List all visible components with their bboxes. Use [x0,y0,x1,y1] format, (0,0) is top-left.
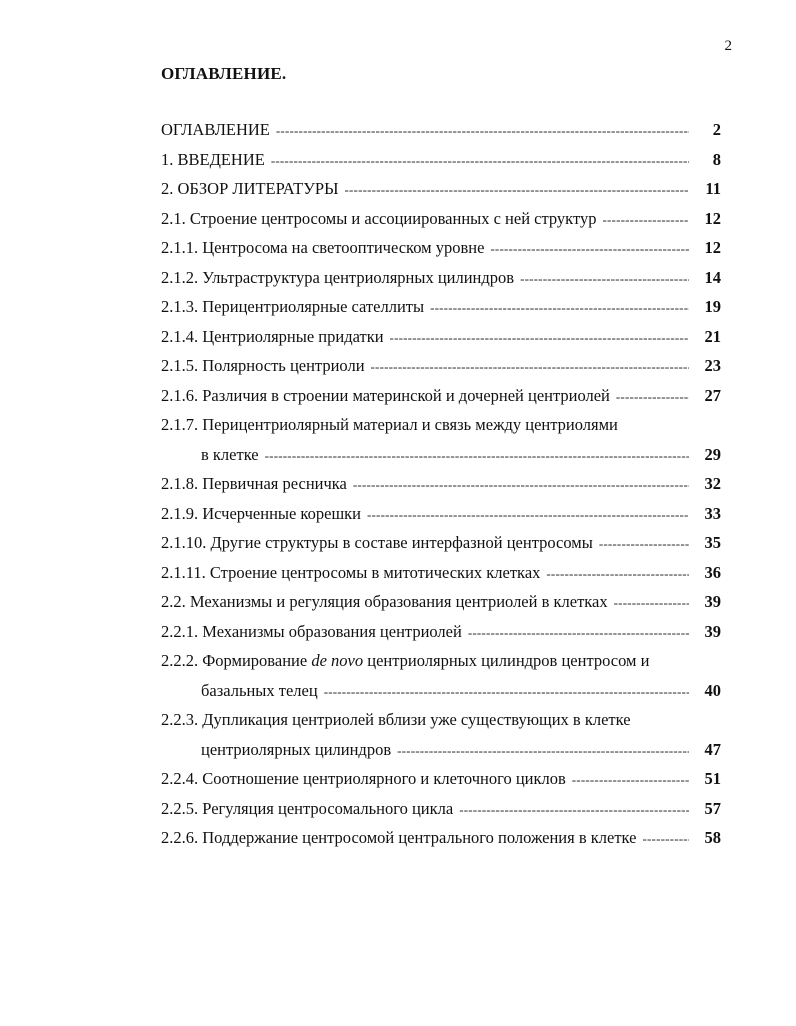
dot-leader [616,389,689,405]
toc-entry-number: 2.1.1. [161,238,199,257]
toc-entry-title: Другие структуры в составе интерфазной центросомы [210,533,593,552]
toc-entry [161,622,721,652]
toc-entry [161,710,721,740]
toc-entry-page: 27 [704,385,721,405]
toc-entry-page: 39 [704,592,721,611]
toc-entry-page: 51 [704,769,721,788]
dot-leader [642,831,689,847]
toc-entry-number: 2.1.4. [161,326,199,346]
toc-entry-title: Поддержание центросомой центрального положения в клетке [202,828,637,847]
table-of-contents [161,120,721,858]
toc-entry-number: 2.1.5. [161,356,199,375]
toc-entry-number: 2.2. [161,592,186,611]
dot-leader [468,625,689,641]
toc-entry [161,828,721,858]
toc-entry-page: 58 [704,828,721,847]
toc-entry-continuation [161,681,721,711]
toc-entry [161,209,721,239]
toc-entry-title: Регуляция центросомального цикла [202,798,454,818]
toc-entry-page: 14 [704,267,721,287]
toc-entry [161,533,721,563]
toc-entry-number: 2.1.9. [161,503,199,523]
toc-entry-title-italic: de novo [311,651,364,670]
dot-leader [459,802,689,818]
toc-entry-number: 2.1.3. [161,297,199,316]
dot-leader [546,566,689,582]
toc-entry-number: 2.1.11. [161,562,206,582]
toc-entry-title: Дупликация центриолей вблизи уже существующих в клетке [202,710,631,729]
toc-entry [161,563,721,593]
toc-entry-title: Исчерченные корешки [202,503,361,523]
toc-entry-title: Механизмы и регуляция образования центриолей в клетках [189,592,608,611]
dot-leader [614,595,689,611]
toc-entry-number: 1. [161,149,174,169]
toc-entry-page: 47 [704,739,721,759]
toc-entry-title: Различия в строении материнской и дочерней центриолей [202,385,610,405]
toc-entry [161,297,721,327]
toc-entry [161,651,721,681]
toc-heading: ОГЛАВЛЕНИЕ. [161,64,287,83]
toc-entry [161,238,721,268]
toc-entry-page: 21 [704,326,721,346]
page-number: 2 [724,38,732,54]
dot-leader [599,536,689,552]
toc-entry-page: 36 [704,562,721,582]
toc-entry [161,150,721,180]
toc-entry-number: 2.1.7. [161,415,199,434]
toc-entry-page: 39 [704,621,721,641]
dot-leader [271,153,689,169]
toc-entry-page: 19 [704,297,721,316]
toc-entry-page: 35 [704,533,721,552]
toc-entry-page: 12 [704,238,721,257]
dot-leader [276,123,689,139]
toc-entry-title: Перицентриолярные сателлиты [202,297,425,316]
toc-entry-number: 2.1.8. [161,474,199,493]
toc-entry-number: 2.2.3. [161,710,199,729]
toc-entry-page: 57 [704,798,721,818]
toc-entry [161,179,721,209]
toc-entry-title: Центросома на светооптическом уровне [202,238,485,257]
toc-entry-page: 11 [705,179,721,198]
toc-entry-title-pre: Формирование [202,651,308,670]
toc-entry-number: 2.1.6. [161,385,199,405]
dot-leader [397,743,689,759]
toc-entry-page: 33 [704,503,721,523]
toc-entry-page: 12 [704,208,721,228]
toc-entry-page: 40 [704,680,721,700]
toc-entry [161,799,721,829]
toc-entry [161,356,721,386]
dot-leader [353,477,689,493]
toc-entry-number: 2.2.5. [161,798,199,818]
toc-entry-title: Центриолярные придатки [202,326,384,346]
toc-entry-title: Первичная ресничка [202,474,347,493]
toc-entry [161,592,721,622]
toc-entry-number: 2.2.4. [161,769,199,788]
toc-entry-number: 2.2.2. [161,651,199,670]
toc-entry [161,386,721,416]
toc-entry-title: ОБЗОР ЛИТЕРАТУРЫ [177,179,339,198]
toc-entry-title-continuation: центриолярных цилиндров [201,739,392,759]
toc-entry-title: Механизмы образования центриолей [202,621,462,641]
toc-entry-number: 2.1.10. [161,533,207,552]
toc-entry-title: Строение центросомы и ассоциированных с ней структур [189,208,597,228]
toc-entry-page: 32 [704,474,721,493]
toc-entry [161,769,721,799]
toc-entry-continuation [161,740,721,770]
toc-entry-number: 2.2.1. [161,621,199,641]
toc-entry-page: 8 [712,149,721,169]
dot-leader [371,359,689,375]
toc-entry-title: Перицентриолярный материал и связь между центриолями [202,415,618,434]
dot-leader [390,330,689,346]
toc-entry-number: 2.2.6. [161,828,199,847]
toc-entry-number: 2.1.2. [161,267,199,287]
toc-entry-page: 29 [704,444,721,464]
dot-leader [430,300,689,316]
toc-entry-title: ОГЛАВЛЕНИЕ [161,120,270,139]
toc-entry-title-continuation: в клетке [201,444,259,464]
toc-entry [161,327,721,357]
dot-leader [324,684,689,700]
toc-entry [161,474,721,504]
toc-entry-number: 2.1. [161,208,186,228]
toc-entry-continuation [161,445,721,475]
dot-leader [490,241,689,257]
toc-entry [161,120,721,150]
dot-leader [345,182,690,198]
dot-leader [520,271,689,287]
toc-entry-title: ВВЕДЕНИЕ [177,149,265,169]
toc-entry-title: Соотношение центриолярного и клеточного циклов [202,769,566,788]
toc-entry-title-post: центриолярных цилиндров центросом и [367,651,650,670]
toc-entry [161,504,721,534]
toc-entry-title: Полярность центриоли [202,356,365,375]
toc-entry-title: Строение центросомы в митотических клетках [209,562,541,582]
dot-leader [572,772,689,788]
toc-entry [161,268,721,298]
toc-entry-page: 2 [712,120,721,139]
toc-entry-title-continuation: базальных телец [201,680,318,700]
toc-entry-title: Ультраструктура центриолярных цилиндров [202,267,515,287]
toc-entry-page: 23 [704,356,721,375]
dot-leader [367,507,689,523]
toc-entry-number: 2. [161,179,174,198]
dot-leader [602,212,689,228]
toc-entry [161,415,721,445]
dot-leader [265,448,689,464]
